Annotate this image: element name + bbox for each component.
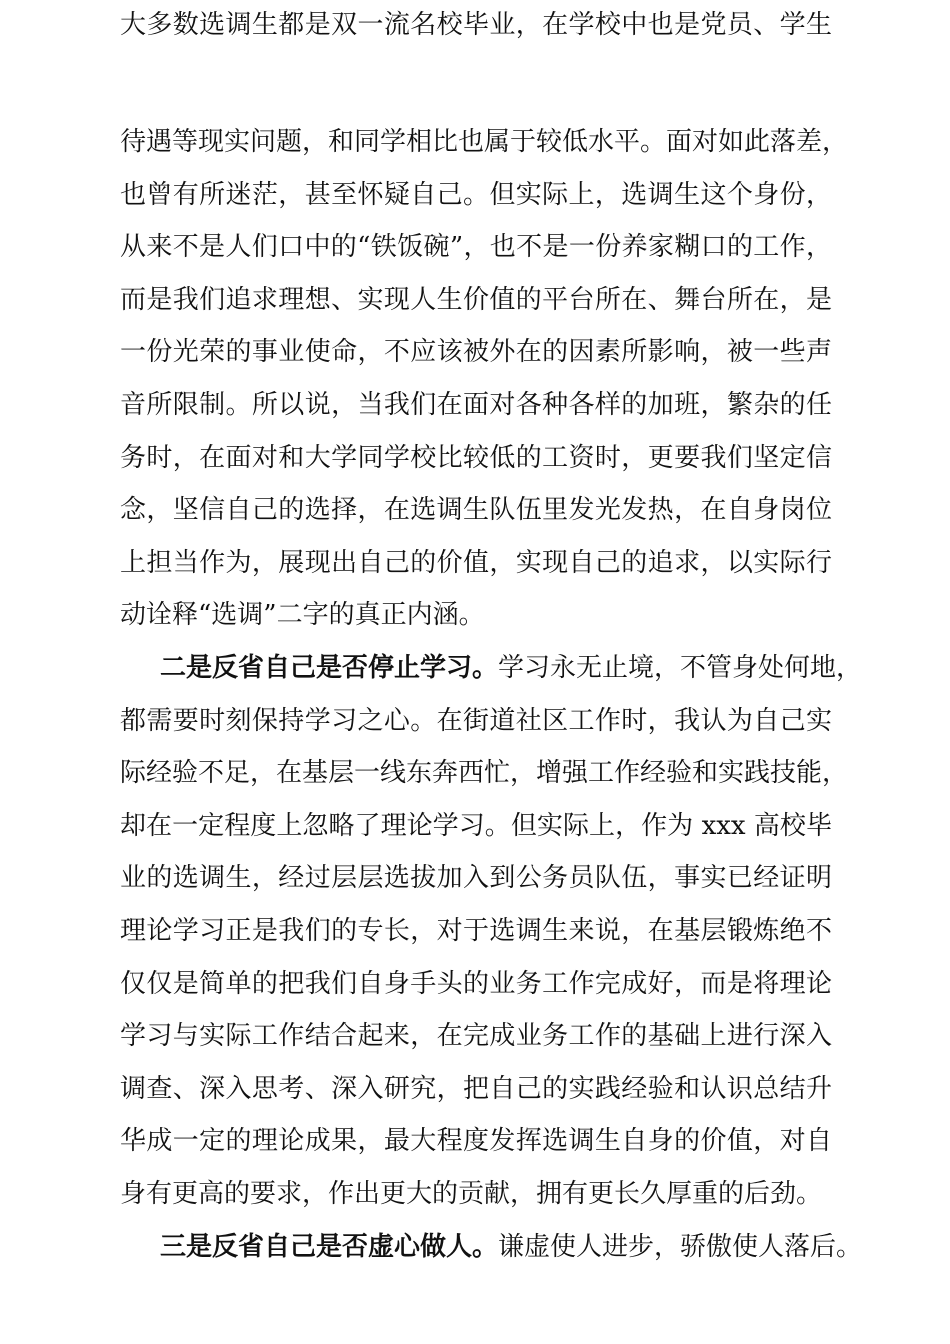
text-line: 学习与实际工作结合起来，在完成业务工作的基础上进行深入 <box>120 1021 832 1051</box>
text-line: 仅仅是简单的把我们自身手头的业务工作完成好，而是将理论 <box>120 969 832 999</box>
text-line: 念，坚信自己的选择，在选调生队伍里发光发热，在自身岗位 <box>120 495 832 525</box>
text-line: 大多数选调生都是双一流名校毕业，在学校中也是党员、学生 <box>120 10 832 40</box>
text-line: 而是我们追求理想、实现人生价值的平台所在、舞台所在，是 <box>120 285 832 315</box>
text-line: 理论学习正是我们的专长，对于选调生来说，在基层锻炼绝不 <box>120 916 832 946</box>
paragraph-first-line <box>160 1222 863 1272</box>
text-line: 从来不是人们口中的“铁饭碗”，也不是一份养家糊口的工作， <box>120 232 832 262</box>
paragraph-heading: 三是反省自己是否虚心做人。 <box>160 1232 499 1262</box>
text-line: 业的选调生，经过层层选拔加入到公务员队伍，事实已经证明 <box>120 863 832 893</box>
text-line: 调查、深入思考、深入研究，把自己的实践经验和认识总结升 <box>120 1074 832 1104</box>
text-line: 际经验不足，在基层一线东奔西忙，增强工作经验和实践技能， <box>120 758 849 788</box>
text-line: 也曾有所迷茫，甚至怀疑自己。但实际上，选调生这个身份， <box>120 180 832 210</box>
text-line: 一份光荣的事业使命，不应该被外在的因素所影响，被一些声 <box>120 337 832 367</box>
text-line: 上担当作为，展现出自己的价值，实现自己的追求，以实际行 <box>120 548 832 578</box>
text-line: 华成一定的理论成果，最大程度发挥选调生自身的价值，对自 <box>120 1126 832 1156</box>
text-line: 都需要时刻保持学习之心。在街道社区工作时，我认为自己实 <box>120 706 832 736</box>
text-line: 待遇等现实问题，和同学相比也属于较低水平。面对如此落差， <box>120 127 849 157</box>
text-line: 务时，在面对和大学同学校比较低的工资时，更要我们坚定信 <box>120 443 832 473</box>
paragraph-text: 学习永无止境，不管身处何地， <box>498 653 863 683</box>
paragraph-first-line <box>160 643 863 693</box>
text-line: 动诠释“选调”二字的真正内涵。 <box>120 600 485 630</box>
paragraph-heading: 二是反省自己是否停止学习。 <box>160 653 499 683</box>
text-line: 却在一定程度上忽略了理论学习。但实际上，作为 xxx 高校毕 <box>120 811 832 841</box>
text-line: 音所限制。所以说，当我们在面对各种各样的加班，繁杂的任 <box>120 390 832 420</box>
text-line: 身有更高的要求，作出更大的贡献，拥有更长久厚重的后劲。 <box>120 1179 823 1209</box>
paragraph-text: 谦虚使人进步，骄傲使人落后。 <box>498 1232 863 1262</box>
